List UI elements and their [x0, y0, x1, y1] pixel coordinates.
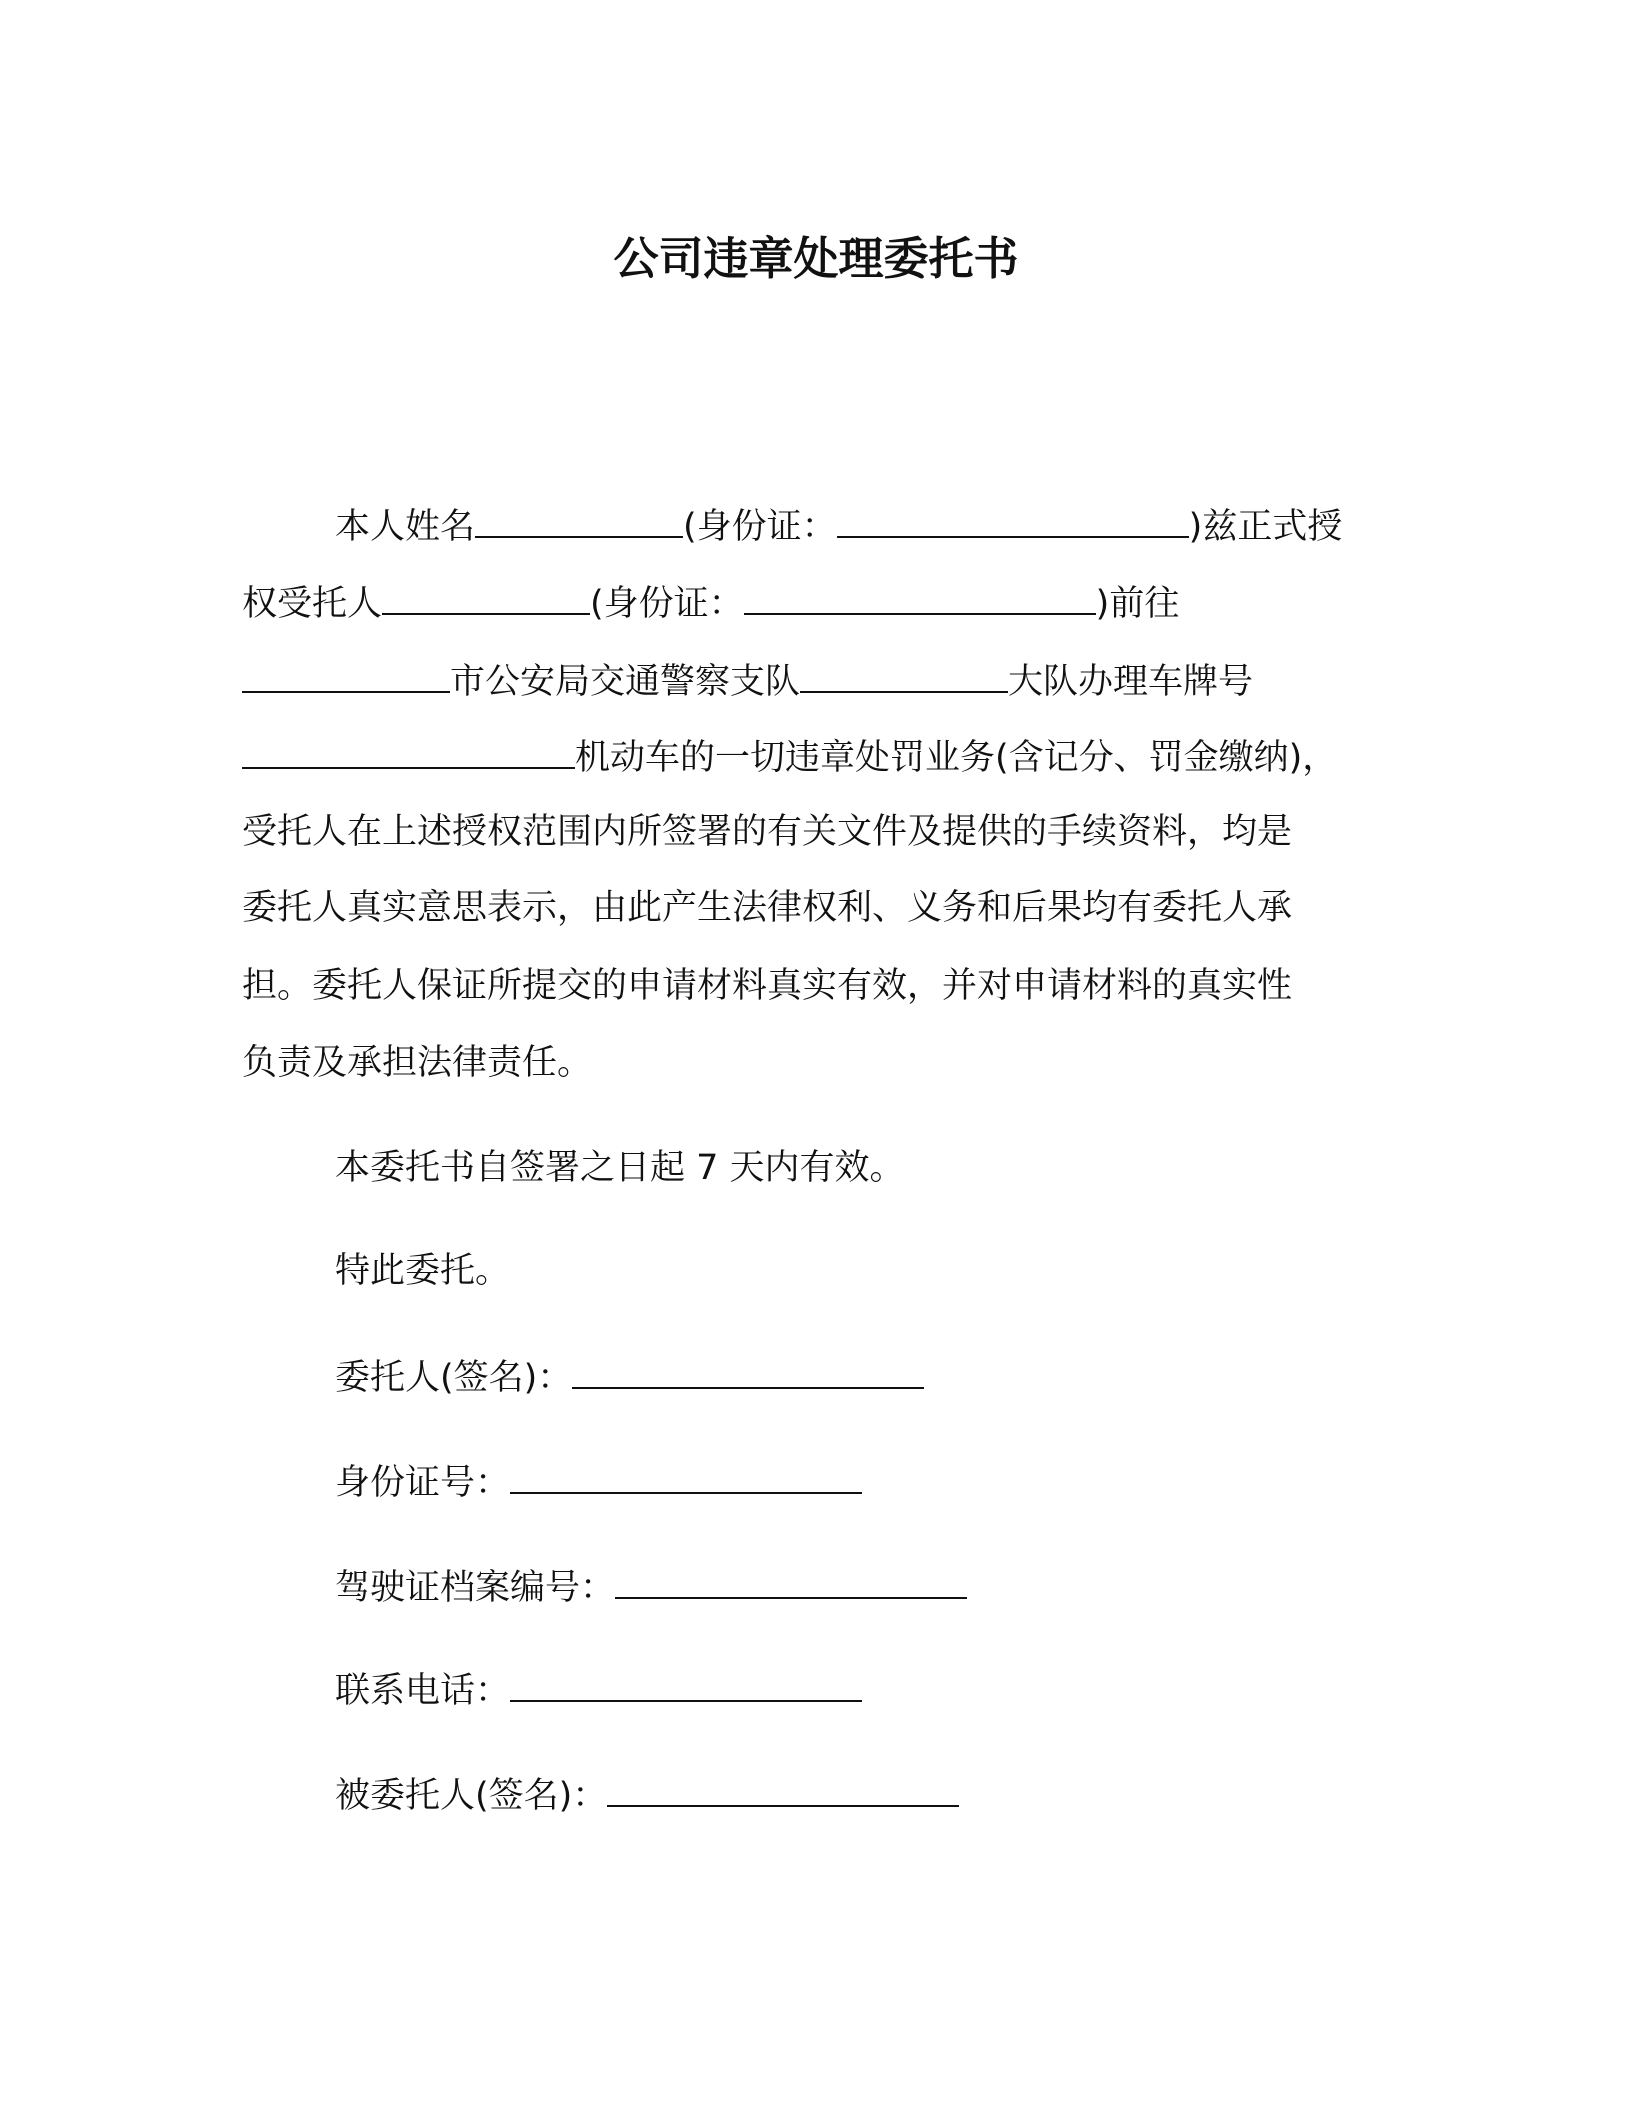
id-number-field [335, 1456, 862, 1506]
text: 权受托人 [242, 584, 383, 624]
field-label: 被委托人(签名)： [335, 1776, 608, 1816]
text: (身份证： [590, 584, 744, 624]
paragraph-line-8: 负责及承担法律责任。 [242, 1043, 593, 1083]
paragraph-line-2 [242, 577, 1179, 627]
validity-text: 本委托书自签署之日起 7 天内有效。 [335, 1148, 905, 1188]
signature-blank [572, 1351, 924, 1389]
field-label: 联系电话： [335, 1671, 511, 1711]
paragraph-line-7: 担。委托人保证所提交的申请材料真实有效，并对申请材料的真实性 [242, 966, 1293, 1006]
field-label: 驾驶证档案编号： [335, 1568, 616, 1608]
document-title: 公司违章处理委托书 [613, 232, 1019, 285]
text: 大队办理车牌号 [1008, 662, 1254, 702]
text: 本人姓名 [335, 507, 476, 547]
phone-blank [510, 1664, 862, 1702]
id-number-blank [510, 1456, 862, 1494]
text: 市公安局交通警察支队 [450, 662, 801, 702]
principal-id-blank [837, 500, 1189, 538]
principal-signature-field [335, 1351, 924, 1401]
paragraph-line-1 [335, 500, 1342, 550]
agent-signature-field [335, 1769, 959, 1819]
closing-text: 特此委托。 [335, 1251, 511, 1291]
text: (身份证： [683, 507, 837, 547]
phone-field [335, 1664, 862, 1714]
paragraph-line-6: 委托人真实意思表示，由此产生法律权利、义务和后果均有委托人承 [242, 888, 1293, 928]
text: )前往 [1095, 584, 1180, 624]
city-blank [242, 655, 450, 693]
agent-name-blank [382, 577, 590, 615]
field-label: 委托人(签名)： [335, 1358, 573, 1398]
agent-signature-blank [607, 1769, 959, 1807]
paragraph-line-4 [242, 731, 1337, 781]
license-file-blank [615, 1561, 967, 1599]
text: )兹正式授 [1188, 507, 1343, 547]
license-file-field [335, 1561, 967, 1611]
paragraph-line-5: 受托人在上述授权范围内所签署的有关文件及提供的手续资料，均是 [242, 812, 1293, 852]
brigade-blank [800, 655, 1008, 693]
agent-id-blank [744, 577, 1096, 615]
text: 机动车的一切违章处罚业务(含记分、罚金缴纳)， [575, 738, 1338, 778]
principal-name-blank [475, 500, 683, 538]
paragraph-line-3 [242, 655, 1253, 705]
field-label: 身份证号： [335, 1463, 511, 1503]
plate-number-blank [242, 731, 575, 769]
